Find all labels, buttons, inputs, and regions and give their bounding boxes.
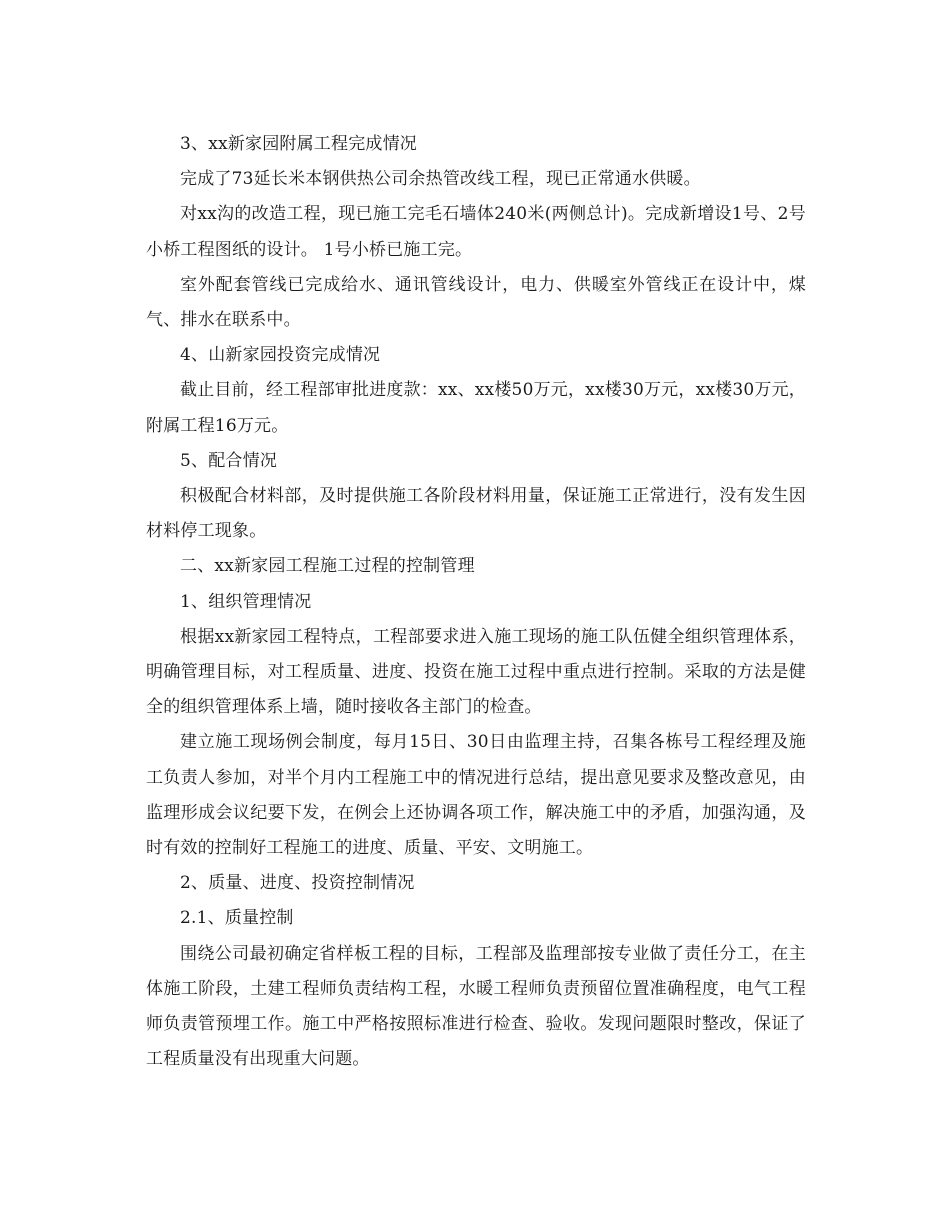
paragraph-heat-pipe: 完成了73延长米本钢供热公司余热管改线工程，现已正常通水供暖。	[180, 169, 701, 190]
paragraph-organization-system: 根据xx新家园工程特点，工程部要求进入施工现场的施工队伍健全组织管理体系，明确管理目标，对工程质量、进度、投资在施工过程中重点进行控制。采取的方法是健全的组织管理体系上墙，随时接收各主部门的检查。	[146, 626, 806, 718]
paragraph-site-meetings: 建立施工现场例会制度，每月15日、30日由监理主持，召集各栋号工程经理及施工负责人参加，对半个月内工程施工中的情况进行总结，提出意见要求及整改意见，由监理形成会议纪要下发，在例会上还协调各项工作，解决施工中的矛盾，加强沟通，及时有效的控制好工程施工的进度、质量、平安、文明施工。	[146, 732, 806, 859]
subsection-heading-quality-control: 2.1、质量控制	[180, 908, 294, 929]
section-heading-cooperation: 5、配合情况	[180, 450, 278, 471]
chapter-heading-control-management: 二、xx新家园工程施工过程的控制管理	[180, 556, 475, 577]
paragraph-materials-cooperation: 积极配合材料部，及时提供施工各阶段材料用量，保证施工正常进行，没有发生因材料停工现象。	[146, 486, 806, 542]
paragraph-ditch-renovation: 对xx沟的改造工程，现已施工完毛石墙体240米(两侧总计)。完成新增设1号、2号小桥工程图纸的设计。 1号小桥已施工完。	[146, 204, 806, 260]
section-heading-attached-works: 3、xx新家园附属工程完成情况	[180, 134, 417, 154]
section-heading-investment: 4、山新家园投资完成情况	[180, 345, 381, 366]
document-body	[146, 127, 806, 1077]
paragraph-quality-control: 围绕公司最初确定省样板工程的目标，工程部及监理部按专业做了责任分工，在主体施工阶段，土建工程师负责结构工程，水暖工程师负责预留位置准确程度，电气工程师负责管预埋工作。施工中严格按照标准进行检查、验收。发现问题限时整改，保证了工程质量没有出现重大问题。	[146, 943, 806, 1070]
section-heading-organization: 1、组织管理情况	[180, 591, 312, 612]
paragraph-progress-payments: 截止目前，经工程部审批进度款：xx、xx楼50万元，xx楼30万元，xx楼30万元，附属工程16万元。	[146, 380, 806, 436]
section-heading-quality-progress: 2、质量、进度、投资控制情况	[180, 873, 415, 894]
paragraph-outdoor-pipelines: 室外配套管线已完成给水、通讯管线设计，电力、供暖室外管线正在设计中，煤气、排水在联系中。	[146, 274, 806, 331]
